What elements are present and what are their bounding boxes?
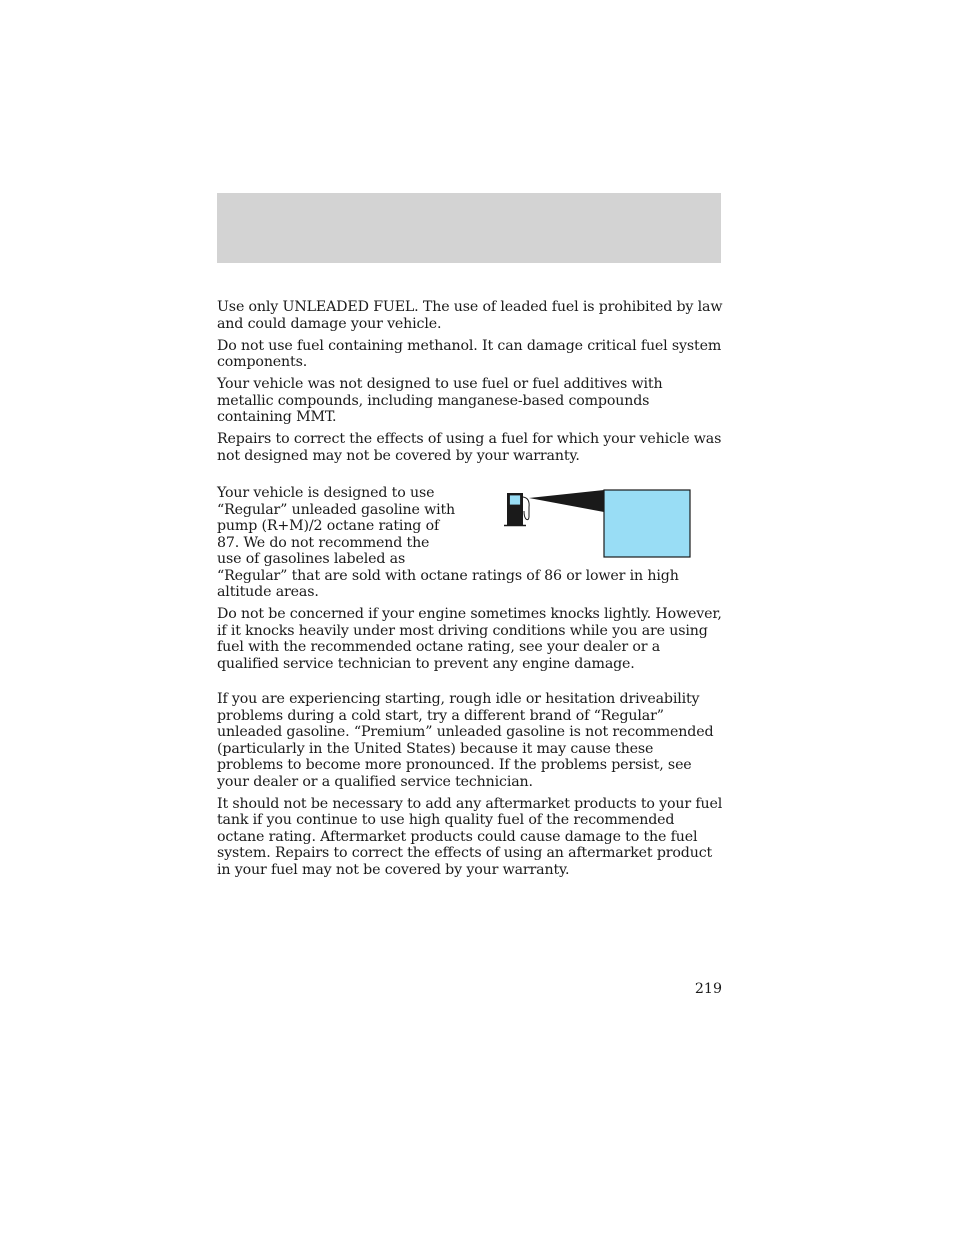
fuel-pump-figure [503, 489, 693, 559]
page-number: 219 [694, 981, 722, 997]
paragraph-engine-knock: Do not be concerned if your engine sometimes knocks lightly. However, if it knocks heavily under most driving conditions while you are using fuel with the recommended octane rating, see your dealer or a qualified service technician to prevent any engine damage. [217, 606, 722, 672]
paragraph-octane-rating: Your vehicle is designed to use “Regular” unleaded gasoline with pump (R+M)/2 octane rating of 87. We do not recommend the use of gasolines labeled as “Regular” that are sold with octane ratings of 86 or lower in high altitude areas. [217, 485, 679, 600]
paragraph-driveability: If you are experiencing starting, rough idle or hesitation driveability problems during a cold start, try a different brand of “Regular” unleaded gasoline. “Premium” unleaded gasoline is not recommended (particularly in the United States) because it may cause these problems to become more pronounced. If the problems persist, see your dealer or a qualified service technician. [217, 691, 714, 790]
callout-pointer [529, 490, 604, 512]
fuel-quality-section [217, 691, 723, 884]
paragraph-warranty-fuel: Repairs to correct the effects of using a fuel for which your vehicle was not designed may not be covered by your warranty. [217, 431, 722, 464]
paragraph-unleaded-fuel: Use only UNLEADED FUEL. The use of leaded fuel is prohibited by law and could damage your vehicle. [217, 299, 723, 332]
fuel-pump-icon [504, 493, 529, 526]
section-header-band [217, 193, 721, 263]
paragraph-methanol: Do not use fuel containing methanol. It can damage critical fuel system components. [217, 337, 722, 370]
octane-label-box [604, 490, 690, 557]
paragraph-metallic-additives: Your vehicle was not designed to use fuel or fuel additives with metallic compounds, including manganese-based compounds containing MMT. [217, 376, 663, 425]
paragraph-aftermarket-products: It should not be necessary to add any aftermarket products to your fuel tank if you continue to use high quality fuel of the recommended octane rating. Aftermarket products could cause damage to the fuel system. Repairs to correct the effects of using an aftermarket product in your fuel may not be covered by your warranty. [217, 795, 723, 878]
fuel-requirements-section [217, 299, 723, 470]
